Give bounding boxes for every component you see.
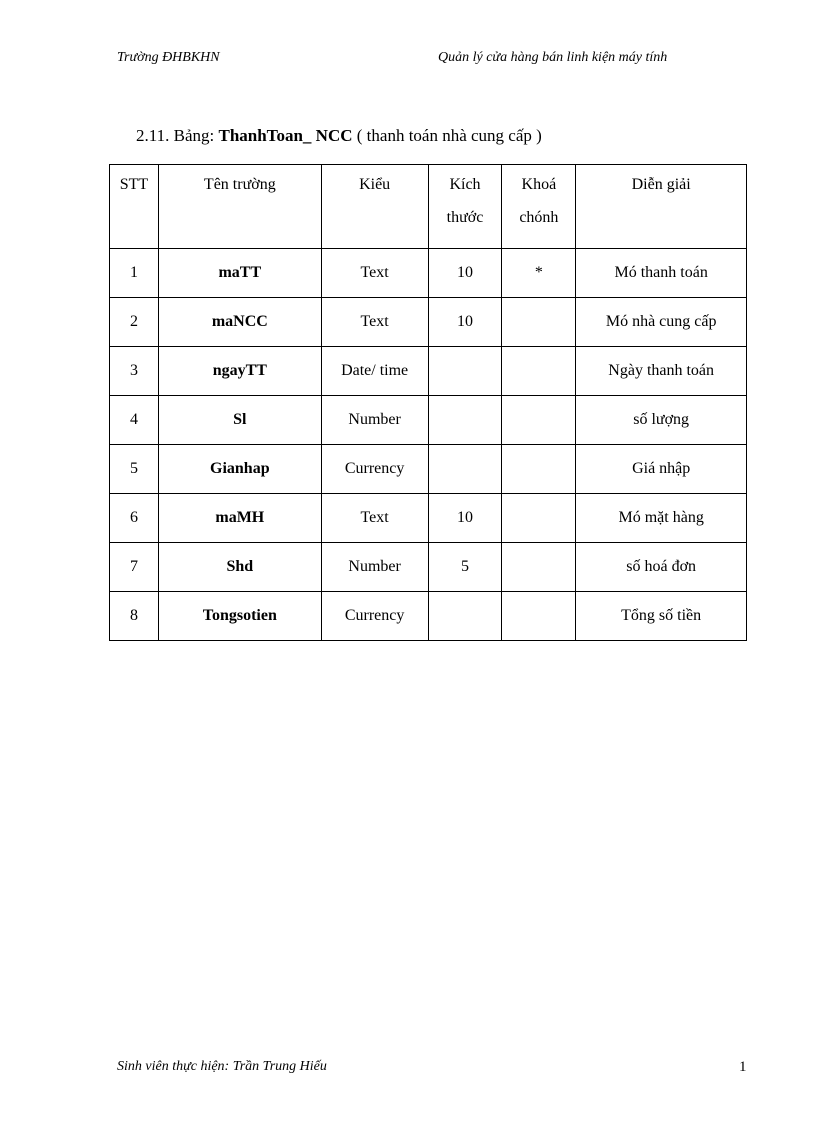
cell-type: Currency xyxy=(321,592,428,641)
cell-field-name: maMH xyxy=(158,494,321,543)
cell-primary-key xyxy=(502,592,576,641)
cell-type: Number xyxy=(321,543,428,592)
header-khoa-chinh-line1: Khoá xyxy=(521,176,557,193)
table-row xyxy=(110,347,747,396)
cell-description: Mó nhà cung cấp xyxy=(576,298,747,347)
table-row xyxy=(110,396,747,445)
cell-type: Currency xyxy=(321,445,428,494)
table-row xyxy=(110,494,747,543)
cell-primary-key xyxy=(502,347,576,396)
cell-size xyxy=(428,396,502,445)
cell-stt: 8 xyxy=(110,592,159,641)
cell-description: số lượng xyxy=(576,396,747,445)
cell-field-name: Gianhap xyxy=(158,445,321,494)
cell-size: 10 xyxy=(428,249,502,298)
section-title xyxy=(136,126,542,146)
cell-size: 10 xyxy=(428,298,502,347)
page-number: 1 xyxy=(739,1059,747,1075)
header-kich-thuoc xyxy=(428,165,502,249)
cell-primary-key xyxy=(502,445,576,494)
header-khoa-chinh xyxy=(502,165,576,249)
table-row xyxy=(110,543,747,592)
cell-type: Text xyxy=(321,249,428,298)
cell-description: Ngày thanh toán xyxy=(576,347,747,396)
cell-stt: 3 xyxy=(110,347,159,396)
header-kieu: Kiểu xyxy=(321,165,428,249)
cell-type: Date/ time xyxy=(321,347,428,396)
section-suffix: ( thanh toán nhà cung cấp ) xyxy=(352,126,542,145)
header-stt: STT xyxy=(110,165,159,249)
table-row xyxy=(110,249,747,298)
cell-stt: 1 xyxy=(110,249,159,298)
cell-type: Text xyxy=(321,494,428,543)
table-row xyxy=(110,298,747,347)
header-kich-thuoc-line1: Kích xyxy=(449,176,481,193)
cell-field-name: ngayTT xyxy=(158,347,321,396)
header-school: Trường ĐHBKHN xyxy=(117,50,220,65)
header-kich-thuoc-line2: thước xyxy=(446,209,484,226)
cell-type: Number xyxy=(321,396,428,445)
table-header-row xyxy=(110,165,747,249)
header-ten-truong: Tên trường xyxy=(158,165,321,249)
cell-size xyxy=(428,445,502,494)
cell-primary-key xyxy=(502,396,576,445)
cell-description: Mó mặt hàng xyxy=(576,494,747,543)
cell-primary-key xyxy=(502,298,576,347)
cell-size xyxy=(428,592,502,641)
cell-primary-key: * xyxy=(502,249,576,298)
header-dien-giai: Diễn giải xyxy=(576,165,747,249)
header-khoa-chinh-line2: chónh xyxy=(519,209,559,226)
cell-field-name: maTT xyxy=(158,249,321,298)
header-project-title: Quản lý cửa hàng bán linh kiện máy tính xyxy=(438,50,668,65)
footer-student: Sinh viên thực hiện: Trần Trung Hiếu xyxy=(117,1059,327,1074)
cell-stt: 7 xyxy=(110,543,159,592)
cell-stt: 2 xyxy=(110,298,159,347)
cell-field-name: Shd xyxy=(158,543,321,592)
cell-size: 10 xyxy=(428,494,502,543)
cell-field-name: maNCC xyxy=(158,298,321,347)
fields-table xyxy=(109,164,747,641)
cell-stt: 4 xyxy=(110,396,159,445)
cell-field-name: Tongsotien xyxy=(158,592,321,641)
cell-primary-key xyxy=(502,543,576,592)
cell-stt: 5 xyxy=(110,445,159,494)
cell-type: Text xyxy=(321,298,428,347)
cell-primary-key xyxy=(502,494,576,543)
section-prefix: 2.11. Bảng: xyxy=(136,126,219,145)
table-row xyxy=(110,445,747,494)
cell-field-name: Sl xyxy=(158,396,321,445)
section-table-name: ThanhToan_ NCC xyxy=(218,126,353,145)
table-row xyxy=(110,592,747,641)
cell-size: 5 xyxy=(428,543,502,592)
cell-description: Tổng số tiền xyxy=(576,592,747,641)
cell-description: Mó thanh toán xyxy=(576,249,747,298)
cell-size xyxy=(428,347,502,396)
cell-stt: 6 xyxy=(110,494,159,543)
cell-description: số hoá đơn xyxy=(576,543,747,592)
cell-description: Giá nhập xyxy=(576,445,747,494)
